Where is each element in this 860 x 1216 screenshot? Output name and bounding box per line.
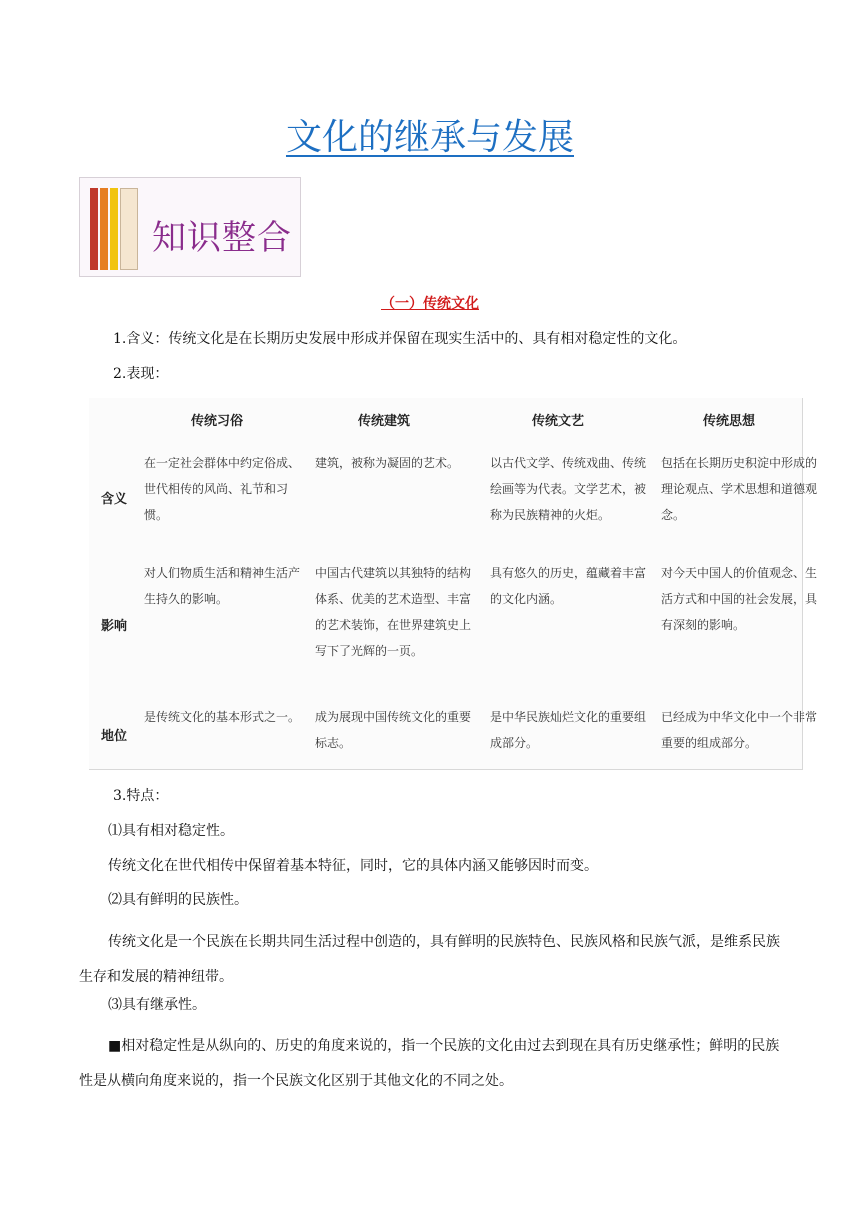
table-cell: 具有悠久的历史，蕴藏着丰富的文化内涵。 [490, 566, 647, 606]
table-header: 传统建筑 [357, 414, 410, 429]
table-cell: 建筑，被称为凝固的艺术。 [315, 456, 460, 470]
book-icon-page [120, 188, 138, 270]
table-cell: 对人们物质生活和精神生活产生持久的影响。 [144, 566, 301, 606]
table-cell: 对今天中国人的价值观念、生活方式和中国的社会发展，具有深刻的影响。 [661, 566, 818, 632]
table-header: 传统思想 [702, 414, 755, 429]
table-cell: 已经成为中华文化中一个非常重要的组成部分。 [661, 710, 818, 750]
table-header: 传统文艺 [531, 414, 584, 429]
table-cell: 是传统文化的基本形式之一。 [144, 710, 301, 724]
table-cell: 包括在长期历史积淀中形成的理论观点、学术思想和道德观念。 [661, 456, 818, 522]
book-icon-stripe [110, 188, 118, 270]
book-icon [90, 188, 98, 270]
table-cell: 在一定社会群体中约定俗成、世代相传的风尚、礼节和习惯。 [144, 456, 301, 522]
features-heading: 3.特点： [113, 788, 169, 804]
tradition-table [89, 398, 818, 770]
feature-item: ⑴具有相对稳定性。 [108, 823, 234, 839]
manifestation-heading: 2.表现： [113, 366, 169, 382]
feature-description: 传统文化在世代相传中保留着基本特征，同时，它的具体内涵又能够因时而变。 [108, 858, 598, 874]
table-cell: 是中华民族灿烂文化的重要组成部分。 [490, 710, 647, 750]
document-title: 文化的继承与发展 [285, 117, 574, 158]
row-header: 影响 [101, 619, 128, 634]
table-cell: 成为展现中国传统文化的重要标志。 [315, 710, 472, 750]
feature-item: ⑵具有鲜明的民族性。 [108, 892, 248, 908]
table-cell: 以古代文学、传统戏曲、传统绘画等为代表。文学艺术，被称为民族精神的火炬。 [490, 456, 647, 522]
banner-label: 知识整合 [152, 218, 292, 258]
feature-description: 传统文化是一个民族在长期共同生活过程中创造的，具有鲜明的民族特色、民族风格和民族气派，是维系民族生存和发展的精神纽带。 [79, 934, 780, 985]
section-title: （一）传统文化 [381, 296, 479, 312]
knowledge-banner [79, 177, 301, 277]
note-paragraph: ■相对稳定性是从纵向的、历史的角度来说的，指一个民族的文化由过去到现在具有历史继承性；鲜明的民族性是从横向角度来说的，指一个民族文化区别于其他文化的不同之处。 [79, 1038, 780, 1089]
feature-item: ⑶具有继承性。 [108, 997, 206, 1013]
book-icon-stripe [100, 188, 108, 270]
row-header: 地位 [101, 729, 128, 744]
row-header: 含义 [101, 492, 128, 507]
table-header: 传统习俗 [190, 414, 243, 429]
table-cell: 中国古代建筑以其独特的结构体系、优美的艺术造型、丰富的艺术装饰，在世界建筑史上写下了光辉的一页。 [315, 566, 472, 658]
definition-paragraph: 1.含义：传统文化是在长期历史发展中形成并保留在现实生活中的、具有相对稳定性的文化。 [113, 331, 687, 347]
